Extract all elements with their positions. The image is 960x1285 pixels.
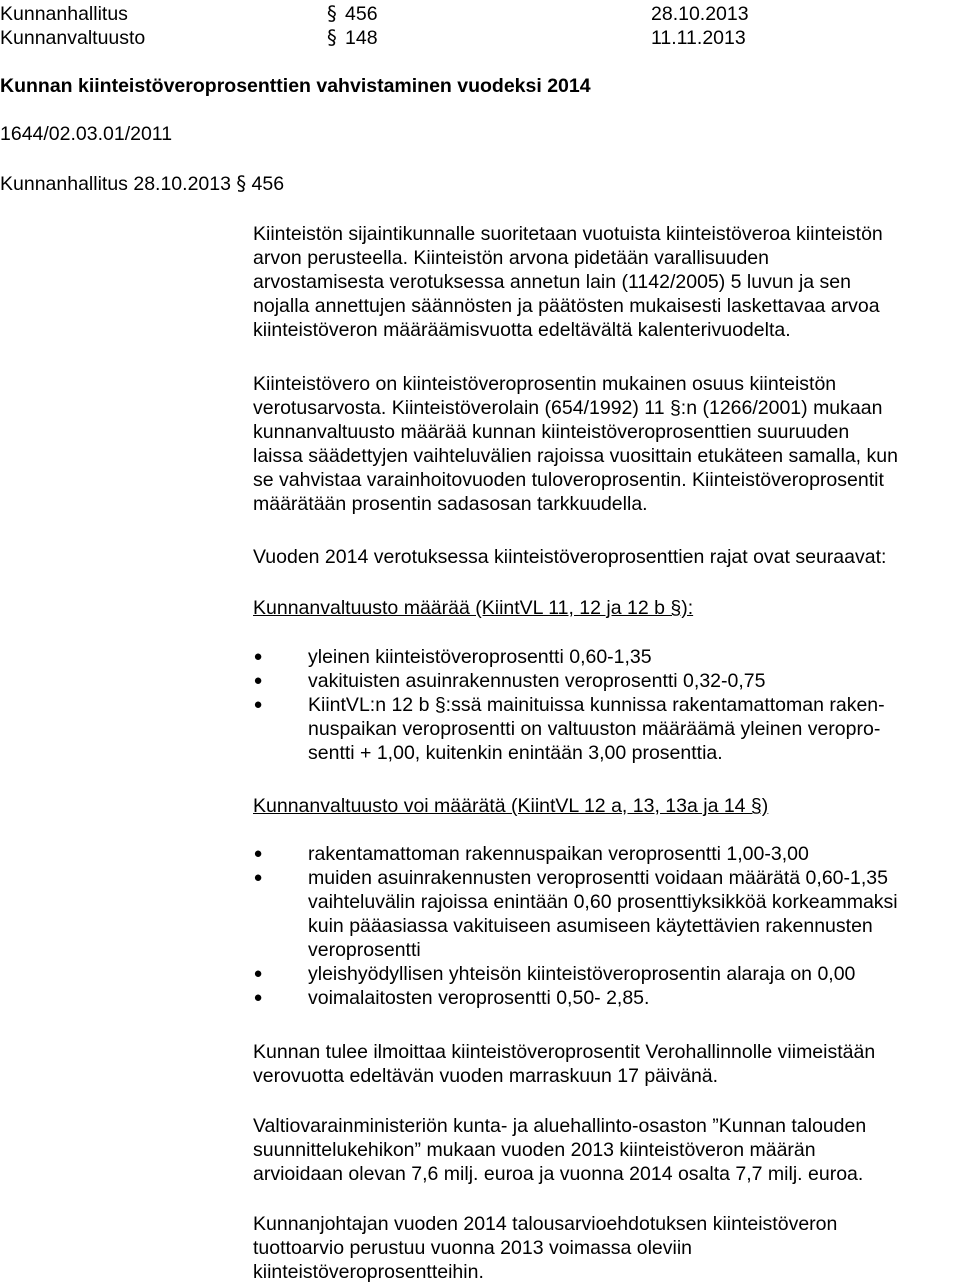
list-item-text: voimalaitosten veroprosentti 0,50- 2,85. [308, 987, 650, 1009]
document-title: Kunnan kiinteistöveroprosenttien vahvistaminen vuodeksi 2014 [0, 75, 591, 97]
list-item [253, 986, 953, 1010]
bullet-icon: ● [253, 965, 263, 982]
paragraph-limits-intro [253, 545, 953, 569]
text-line: Kiinteistövero on kiinteistöveroprosentin mukainen osuus kiinteistön [253, 373, 837, 395]
text-line: Kiinteistön sijaintikunnalle suoritetaan vuotuista kiinteistöveroa kiinteistön [253, 223, 883, 245]
text-line: nojalla annettujen säännösten ja päätösten mukaisesti laskettavaa arvoa [253, 295, 880, 317]
list-item-text: rakentamattoman rakennuspaikan veroprosentti 1,00-3,00 [308, 843, 809, 865]
text-line: verotusarvosta. Kiinteistöverolain (654/1992) 11 §:n (1266/2001) mukaan [253, 397, 883, 419]
text-line: arvon perusteella. Kiinteistön arvona pidetään varallisuuden [253, 247, 769, 269]
list-item [253, 866, 953, 962]
list-item-text: kuin pääasiassa vakituiseen asumiseen käytettävien rakennusten [308, 915, 873, 937]
bullet-icon: ● [253, 672, 263, 689]
bullet-icon: ● [253, 989, 263, 1006]
paragraph-estimate [253, 1114, 953, 1186]
list-item-text: muiden asuinrakennusten veroprosentti voidaan määrätä 0,60-1,35 [308, 867, 888, 889]
text-line: laissa säädettyjen vaihteluvälien rajoissa vuosittain etukäteen samalla, kun [253, 445, 898, 467]
text-line: Kunnanjohtajan vuoden 2014 talousarvioehdotuksen kiinteistöveron [253, 1213, 838, 1235]
paragraph-notification [253, 1040, 953, 1088]
list-item [253, 645, 953, 669]
list-item [253, 842, 953, 866]
meeting-date: 28.10.2013 [651, 3, 749, 25]
list-item-text: vakituisten asuinrakennusten veroprosentti 0,32-0,75 [308, 670, 766, 692]
list-item [253, 962, 953, 986]
body-name: Kunnanvaltuusto [0, 27, 146, 49]
paragraph-budget-proposal [253, 1212, 953, 1284]
text-line: kiinteistöveroprosentteihin. [253, 1261, 484, 1283]
preparation-reference [0, 172, 284, 196]
reference-number: 1644/02.03.01/2011 [0, 123, 173, 145]
text-line: se vahvistaa varainhoitovuoden tuloveroprosentin. Kiinteistöveroprosentit [253, 469, 884, 491]
text-line: kunnanvaltuusto määrää kunnan kiinteistöveroprosenttien suuruuden [253, 421, 850, 443]
list-item-text: nuspaikan veroprosentti on valtuuston määräämä yleinen veropro- [308, 718, 881, 740]
text-line: arvostamisesta verotuksessa annetun lain (1142/2005) 5 luvun ja sen [253, 271, 851, 293]
list-item-text: yleinen kiinteistöveroprosentti 0,60-1,35 [308, 646, 652, 668]
text-line: Kunnan tulee ilmoittaa kiinteistöveroprosentit Verohallinnolle viimeistään [253, 1041, 876, 1063]
bullet-icon: ● [253, 845, 263, 862]
list-item [253, 693, 953, 765]
bullet-icon: ● [253, 648, 263, 665]
text-line: Valtiovarainministeriön kunta- ja aluehallinto-osaston ”Kunnan talouden [253, 1115, 867, 1137]
bullet-list-may-set [253, 842, 953, 1010]
section-heading-must-set: Kunnanvaltuusto määrää (KiintVL 11, 12 ja 12 b §): [253, 597, 694, 619]
paragraph-valuation [253, 222, 953, 342]
body-name: Kunnanhallitus [0, 3, 128, 25]
list-item-text: sentti + 1,00, kuitenkin enintään 3,00 prosenttia. [308, 742, 723, 764]
text-line: määrätään prosentin sadasosan tarkkuudella. [253, 493, 648, 515]
list-item-text: yleishyödyllisen yhteisön kiinteistöveroprosentin alaraja on 0,00 [308, 963, 856, 985]
text-line: suunnittelukehikon” mukaan vuoden 2013 kiinteistöveron määrän [253, 1139, 816, 1161]
section-heading-may-set: Kunnanvaltuusto voi määrätä (KiintVL 12 a, 13, 13a ja 14 §) [253, 795, 769, 817]
bullet-list-must-set [253, 645, 953, 765]
section-number: 456 [251, 173, 285, 195]
text-line: tuottoarvio perustuu vuonna 2013 voimassa oleviin [253, 1237, 693, 1259]
meeting-date: 11.11.2013 [651, 27, 746, 49]
list-item [253, 669, 953, 693]
section-symbol: § [236, 172, 247, 195]
section-symbol: § [327, 2, 337, 25]
text-line: arvioidaan olevan 7,6 milj. euroa ja vuonna 2014 osalta 7,7 milj. euroa. [253, 1163, 864, 1185]
section-symbol: § [327, 26, 337, 49]
text-line: Vuoden 2014 verotuksessa kiinteistöveroprosenttien rajat ovat seuraavat: [253, 546, 887, 568]
text-line: verovuotta edeltävän vuoden marraskuun 17 päivänä. [253, 1065, 719, 1087]
paragraph-tax-definition [253, 372, 953, 516]
list-item-text: veroprosentti [308, 939, 421, 961]
list-item-text: vaihteluvälin rajoissa enintään 0,60 prosenttiyksikköä korkeammaksi [308, 891, 898, 913]
bullet-icon: ● [253, 696, 263, 713]
body-and-date: Kunnanhallitus 28.10.2013 [0, 173, 231, 195]
section-number: 456 [345, 3, 378, 25]
list-item-text: KiintVL:n 12 b §:ssä mainituissa kunnissa rakentamattoman raken- [308, 694, 885, 716]
section-number: 148 [345, 27, 378, 49]
bullet-icon: ● [253, 869, 263, 886]
text-line: kiinteistöveron määräämisvuotta edeltävältä kalenterivuodelta. [253, 319, 791, 341]
